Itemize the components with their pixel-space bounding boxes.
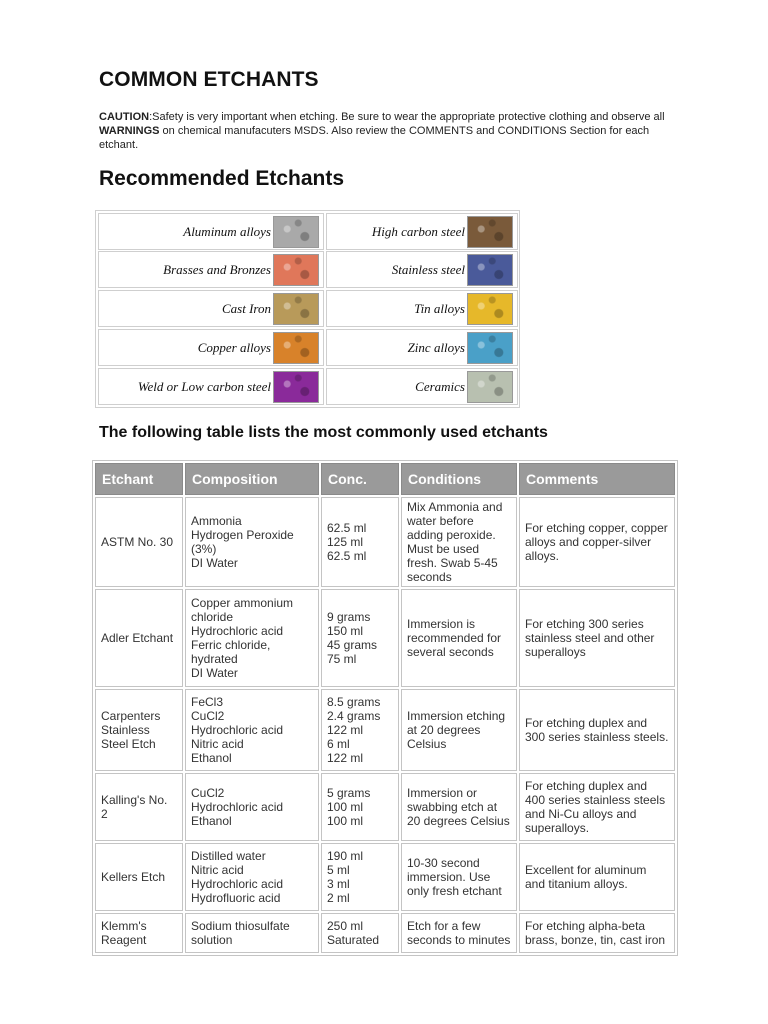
table-row	[95, 589, 675, 687]
table-row	[95, 689, 675, 771]
recommended-item-label: High carbon steel	[371, 223, 465, 239]
page-title: COMMON ETCHANTS	[99, 68, 319, 91]
micrograph-image	[467, 332, 513, 364]
recommended-item	[326, 251, 518, 288]
composition-cell-line: Nitric acid	[191, 737, 244, 751]
conc-cell-line: 2.4 grams	[327, 709, 381, 723]
conc-cell-line: 5 ml	[327, 863, 350, 877]
conc-cell-line: 125 ml	[327, 535, 364, 549]
micrograph-image	[273, 332, 319, 364]
conc-cell-line: 3 ml	[327, 877, 350, 891]
composition-cell-line: Sodium thiosulfate solution	[191, 919, 290, 947]
conc-cell-line: 9 grams	[327, 610, 371, 624]
composition-cell-line: FeCl3	[191, 695, 224, 709]
conc-cell-line: 122 ml	[327, 723, 364, 737]
micrograph-image	[467, 216, 513, 248]
recommended-item	[98, 368, 324, 405]
header-composition: Composition	[185, 463, 319, 495]
caution-text: :Safety is very important when etching. Be sure to wear the appropriate protective clothing and observe all	[149, 111, 665, 123]
conditions-cell: Immersion etching at 20 degrees Celsius	[401, 689, 517, 771]
recommended-item	[326, 368, 518, 405]
composition-cell-line: CuCl2	[191, 786, 225, 800]
micrograph-image	[467, 254, 513, 286]
header-conc: Conc.	[321, 463, 399, 495]
conc-cell-line: 190 ml	[327, 849, 364, 863]
conc-cell-line: 62.5 ml	[327, 549, 367, 563]
composition-cell-line: Hydrogen Peroxide (3%)	[191, 528, 294, 556]
table-row	[95, 773, 675, 841]
recommended-item	[326, 213, 518, 250]
caution-label: CAUTION	[99, 111, 150, 123]
header-comments: Comments	[519, 463, 675, 495]
caution-text-end: on chemical manufacuters MSDS. Also review the COMMENTS and CONDITIONS Section for each etchant.	[99, 125, 650, 151]
comments-cell: For etching alpha-beta brass, bonze, tin, cast iron	[519, 913, 675, 953]
micrograph-image	[273, 293, 319, 325]
comments-cell: For etching duplex and 400 series stainless steels and Ni-Cu alloys and superalloys.	[519, 773, 675, 841]
conc-cell-line: 2 ml	[327, 891, 350, 905]
recommended-item-label: Zinc alloys	[407, 339, 465, 355]
composition-cell-line: CuCl2	[191, 709, 225, 723]
recommended-item-label: Tin alloys	[414, 300, 465, 316]
conc-cell-line: 150 ml	[327, 624, 364, 638]
composition-cell-line: Ammonia	[191, 514, 242, 528]
etchant-cell: Carpenters Stainless Steel Etch	[95, 689, 183, 771]
recommended-item	[326, 329, 518, 366]
conditions-cell: Immersion is recommended for several seconds	[401, 589, 517, 687]
conc-cell-line: 122 ml	[327, 751, 364, 765]
composition-cell	[185, 773, 319, 841]
composition-cell-line: Ethanol	[191, 751, 232, 765]
micrograph-image	[273, 216, 319, 248]
comments-cell: For etching duplex and 300 series stainless steels.	[519, 689, 675, 771]
conc-cell-line: 6 ml	[327, 737, 350, 751]
conc-cell-line: 45 grams	[327, 638, 378, 652]
conditions-cell: 10-30 second immersion. Use only fresh etchant	[401, 843, 517, 911]
recommended-item	[326, 290, 518, 327]
header-etchant: Etchant	[95, 463, 183, 495]
conditions-cell: Mix Ammonia and water before adding peroxide. Must be used fresh. Swab 5-45 seconds	[401, 497, 517, 587]
composition-cell	[185, 913, 319, 953]
conc-cell-line: Saturated	[327, 933, 380, 947]
conc-cell	[321, 913, 399, 953]
composition-cell-line: Copper ammonium chloride	[191, 596, 294, 624]
composition-cell-line: Hydrochloric acid	[191, 877, 284, 891]
recommended-item-label: Brasses and Bronzes	[163, 261, 271, 277]
composition-cell-line: Hydrochloric acid	[191, 800, 284, 814]
recommended-item	[98, 213, 324, 250]
etchant-cell: ASTM No. 30	[95, 497, 183, 587]
table-row	[95, 843, 675, 911]
composition-cell	[185, 689, 319, 771]
conc-cell	[321, 689, 399, 771]
recommended-etchants-grid	[95, 210, 520, 408]
caution-paragraph	[99, 110, 679, 152]
composition-cell-line: Hydrochloric acid	[191, 624, 284, 638]
conc-cell-line: 75 ml	[327, 652, 357, 666]
composition-cell-line: DI Water	[191, 556, 238, 570]
micrograph-image	[273, 371, 319, 403]
composition-cell	[185, 589, 319, 687]
composition-cell-line: Distilled water	[191, 849, 266, 863]
composition-cell-line: Ferric chloride, hydrated	[191, 638, 271, 666]
recommended-item-label: Stainless steel	[391, 261, 465, 277]
conditions-cell: Etch for a few seconds to minutes	[401, 913, 517, 953]
composition-cell-line: Ethanol	[191, 814, 232, 828]
conc-cell-line: 5 grams	[327, 786, 371, 800]
recommended-item	[98, 290, 324, 327]
conc-cell	[321, 843, 399, 911]
micrograph-image	[467, 293, 513, 325]
comments-cell: For etching 300 series stainless steel and other superalloys	[519, 589, 675, 687]
recommended-item-label: Copper alloys	[197, 339, 271, 355]
micrograph-image	[467, 371, 513, 403]
table-row	[95, 497, 675, 587]
table-header-row	[95, 463, 675, 495]
composition-cell-line: Hydrochloric acid	[191, 723, 284, 737]
etchant-cell: Kalling's No. 2	[95, 773, 183, 841]
etchant-cell: Adler Etchant	[95, 589, 183, 687]
composition-cell-line: DI Water	[191, 666, 238, 680]
composition-cell	[185, 843, 319, 911]
conc-cell-line: 8.5 grams	[327, 695, 381, 709]
comments-cell: For etching copper, copper alloys and copper-silver alloys.	[519, 497, 675, 587]
conc-cell	[321, 773, 399, 841]
conc-cell-line: 100 ml	[327, 800, 364, 814]
recommended-item-label: Weld or Low carbon steel	[137, 378, 271, 394]
recommended-item-label: Ceramics	[415, 378, 465, 394]
header-conditions: Conditions	[401, 463, 517, 495]
conc-cell-line: 62.5 ml	[327, 521, 367, 535]
etchant-cell: Klemm's Reagent	[95, 913, 183, 953]
table-row	[95, 913, 675, 953]
etchants-table	[92, 460, 678, 956]
etchant-cell: Kellers Etch	[95, 843, 183, 911]
table-heading: The following table lists the most commonly used etchants	[99, 424, 548, 441]
composition-cell	[185, 497, 319, 587]
recommended-item	[98, 251, 324, 288]
composition-cell-line: Hydrofluoric acid	[191, 891, 281, 905]
conc-cell	[321, 589, 399, 687]
conditions-cell: Immersion or swabbing etch at 20 degrees Celsius	[401, 773, 517, 841]
recommended-item-label: Aluminum alloys	[183, 223, 271, 239]
conc-cell	[321, 497, 399, 587]
recommended-heading: Recommended Etchants	[99, 167, 345, 190]
conc-cell-line: 250 ml	[327, 919, 364, 933]
recommended-item-label: Cast Iron	[222, 300, 271, 316]
micrograph-image	[273, 254, 319, 286]
recommended-item	[98, 329, 324, 366]
composition-cell-line: Nitric acid	[191, 863, 244, 877]
comments-cell: Excellent for aluminum and titanium alloys.	[519, 843, 675, 911]
conc-cell-line: 100 ml	[327, 814, 364, 828]
warnings-label: WARNINGS	[99, 125, 160, 137]
